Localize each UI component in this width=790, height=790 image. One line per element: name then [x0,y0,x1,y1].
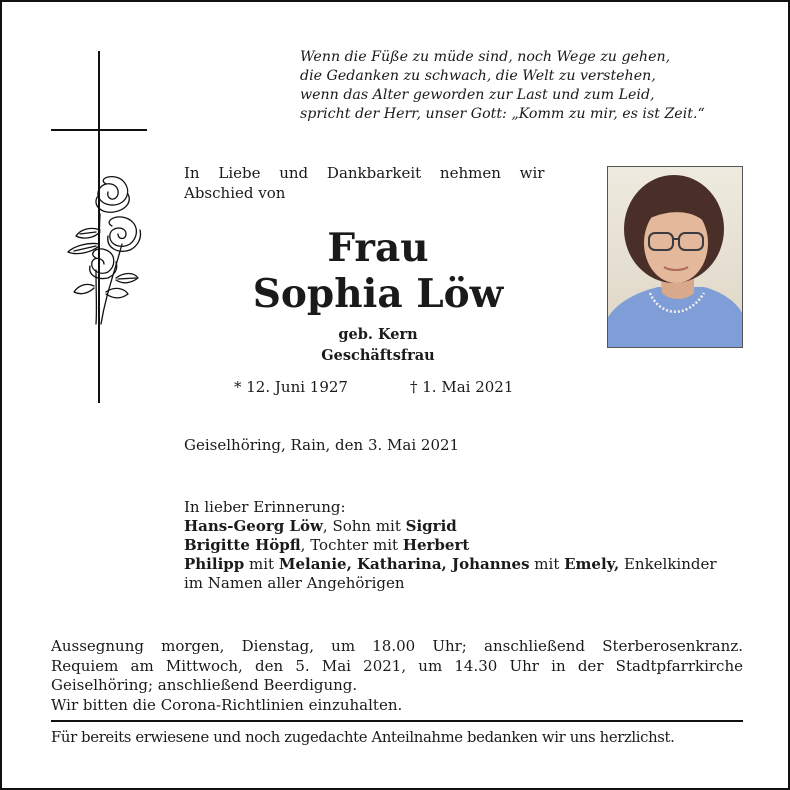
intro-line: In Liebe und Dankbarkeit nehmen wir [184,164,545,182]
deceased-name: Sophia Löw [252,271,504,317]
mourner-name: Philipp [184,555,245,573]
verse-block [300,48,750,124]
funeral-info [51,637,743,715]
memory-heading: In lieber Erinnerung: [184,498,346,516]
funeral-line: Requiem am Mittwoch, den 5. Mai 2021, um 14.30 Uhr in der Stadtpfarrkirche [51,656,743,675]
verse-line: Wenn die Füße zu müde sind, noch Wege zu gehen, [300,49,671,65]
mourner-relation: mit [529,555,565,573]
intro-line-text: Abschied von [184,184,286,202]
memory-closing: im Namen aller Angehörigen [184,574,405,592]
mourner-row [184,555,744,574]
mourner-relation: mit [244,555,279,573]
mourner-relation: , Tochter mit [300,536,403,554]
divider [51,720,743,722]
mourner-partner: Herbert [402,536,470,554]
place-date: Geiselhöring, Rain, den 3. Mai 2021 [184,436,460,454]
mourner-name: Emely, [564,555,620,573]
cross-horizontal-bar [51,129,147,131]
death-date: † 1. Mai 2021 [410,378,514,396]
thanks-text: Für bereits erwiesene und noch zugedachte Anteilnahme bedanken wir uns herzlichst. [51,729,675,746]
mourner-relation: , Sohn mit [322,517,406,535]
mourner-name: Brigitte Höpfl [184,536,301,554]
mourner-name: Melanie, Katharina, Johannes [278,555,530,573]
intro-text [184,163,572,203]
mourner-relation: Enkelkinder [619,555,717,573]
mourners-block [184,498,744,593]
funeral-line: Aussegnung morgen, Dienstag, um 18.00 Uhr; anschließend Sterberosenkranz. [51,637,743,655]
mourner-row [184,536,744,555]
mourner-name: Hans-Georg Löw [184,517,323,535]
occupation: Geschäftsfrau [321,347,435,364]
verse-line: die Gedanken zu schwach, die Welt zu verstehen, [300,68,656,84]
intro-line [184,183,572,203]
birth-date: * 12. Juni 1927 [234,378,348,396]
mourner-row [184,517,744,536]
mourner-partner: Sigrid [405,517,457,535]
roses-icon [66,174,146,330]
funeral-line: Wir bitten die Corona-Richtlinien einzuhalten. [51,695,403,714]
verse-line: wenn das Alter geworden zur Last und zum Leid, [300,87,655,103]
funeral-line: Geiselhöring; anschließend Beerdigung. [51,676,358,694]
portrait-image [608,167,742,347]
portrait-photo [607,166,743,348]
verse-line: spricht der Herr, unser Gott: „Komm zu mir, es ist Zeit.“ [300,106,705,122]
maiden-name: geb. Kern [338,326,418,343]
salutation: Frau [327,225,429,271]
